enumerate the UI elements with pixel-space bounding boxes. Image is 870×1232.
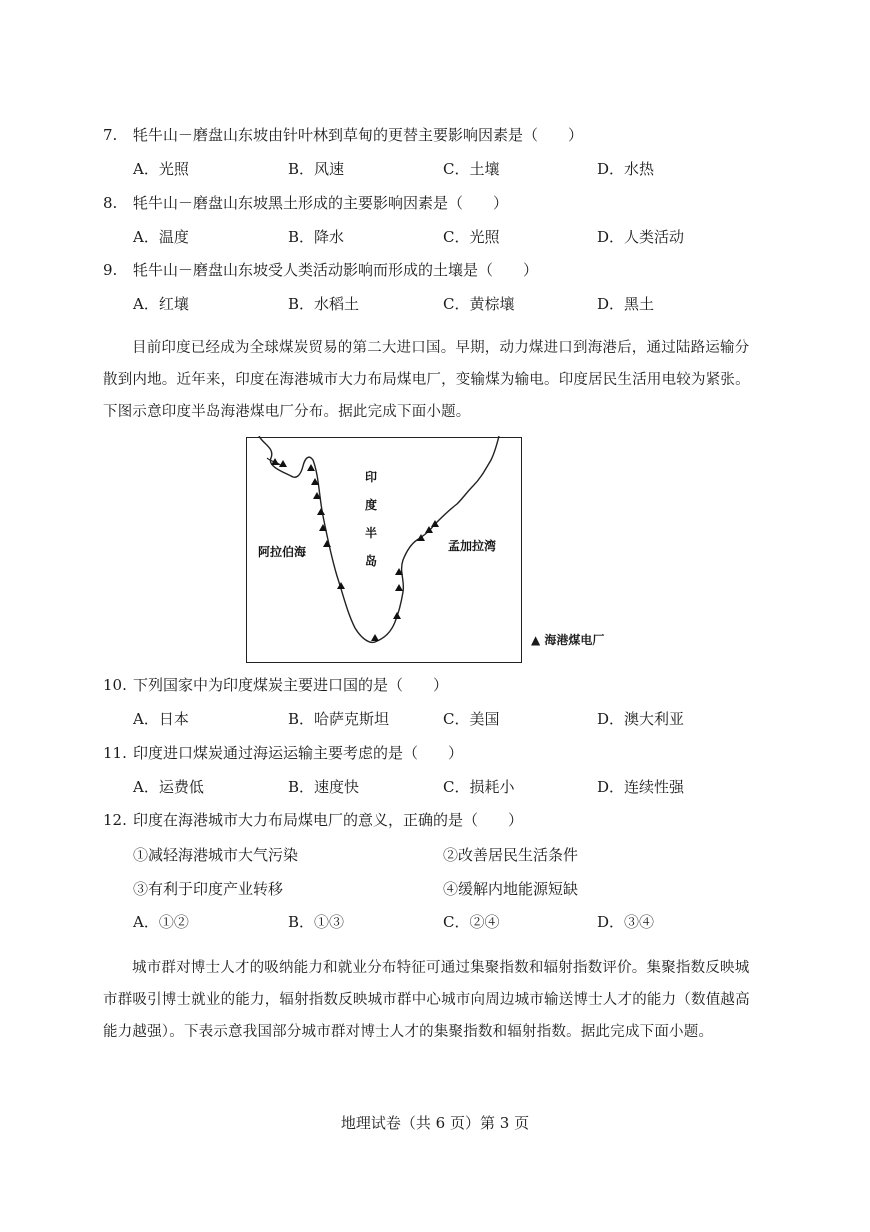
option-c[interactable]: C．土壤: [443, 160, 500, 178]
option-c[interactable]: C．美国: [443, 710, 500, 728]
option-a[interactable]: A．温度: [133, 228, 189, 246]
option-a[interactable]: A．运费低: [133, 778, 204, 796]
page-footer: 地理试卷（共 6 页）第 3 页: [340, 1114, 530, 1132]
plant-marker: [317, 508, 325, 515]
question-12: [103, 811, 524, 829]
plant-marker: [393, 612, 401, 619]
question-text: 牦牛山－磨盘山东坡黑土形成的主要影响因素是（ ）: [133, 194, 509, 212]
plant-marker: [371, 634, 379, 641]
statement-4: ④缓解内地能源短缺: [443, 880, 579, 898]
option-a[interactable]: A．①②: [133, 913, 189, 931]
plant-marker: [307, 464, 315, 471]
question-number: 12.: [103, 811, 127, 829]
peninsula-label-char: 度: [365, 498, 378, 512]
option-b[interactable]: B．风速: [288, 160, 345, 178]
question-text: 牦牛山－磨盘山东坡由针叶林到草甸的更替主要影响因素是（ ）: [133, 126, 584, 144]
question-11: [103, 744, 464, 762]
option-a[interactable]: A．日本: [133, 710, 189, 728]
plant-marker: [337, 582, 345, 589]
statement-3: ③有利于印度产业转移: [133, 880, 284, 898]
india-peninsula-map: [246, 437, 522, 663]
plant-marker: [323, 540, 331, 547]
question-number: 7.: [103, 126, 118, 144]
question-text: 牦牛山－磨盘山东坡受人类活动影响而形成的土壤是（ ）: [133, 261, 539, 279]
option-d[interactable]: D．人类活动: [597, 228, 685, 246]
bay-of-bengal-label: 孟加拉湾: [448, 539, 497, 553]
option-c[interactable]: C．②④: [443, 913, 500, 931]
reading-passage-1: 目前印度已经成为全球煤炭贸易的第二大进口国。早期，动力煤进口到海港后，通过陆路运输分散到内地。近年来，印度在海港城市大力布局煤电厂，变输煤为输电。印度居民生活用电较为紧张。下图示意印度半岛海港煤电厂分布。据此完成下面小题。: [103, 340, 750, 420]
option-b[interactable]: B．①③: [288, 913, 345, 931]
plant-marker: [395, 584, 403, 591]
plant-marker: [279, 460, 287, 467]
option-d[interactable]: D．黑土: [597, 295, 655, 313]
question-text: 印度进口煤炭通过海运运输主要考虑的是（ ）: [133, 744, 464, 762]
peninsula-label-char: 半: [365, 526, 378, 540]
question-number: 10.: [103, 676, 127, 694]
option-a[interactable]: A．红壤: [133, 295, 189, 313]
option-b[interactable]: B．速度快: [288, 778, 360, 796]
question-number: 9.: [103, 261, 118, 279]
question-text: 下列国家中为印度煤炭主要进口国的是（ ）: [133, 676, 449, 694]
question-10: [103, 676, 449, 694]
option-b[interactable]: B．降水: [288, 228, 345, 246]
question-8: [103, 194, 509, 212]
legend-triangle-icon: ▲: [531, 633, 541, 647]
option-c[interactable]: C．黄棕壤: [443, 295, 515, 313]
peninsula-label-char: 印: [365, 470, 378, 484]
option-d[interactable]: D．水热: [597, 160, 655, 178]
map-legend: [531, 631, 604, 648]
reading-passage-2: 城市群对博士人才的吸纳能力和就业分布特征可通过集聚指数和辐射指数评价。集聚指数反映城市群吸引博士就业的能力，辐射指数反映城市群中心城市向周边城市输送博士人才的能力（数值越高能力越强）。下表示意我国部分城市群对博士人才的集聚指数和辐射指数。据此完成下面小题。: [103, 960, 750, 1040]
question-number: 8.: [103, 194, 118, 212]
option-d[interactable]: D．连续性强: [597, 778, 685, 796]
statement-1: ①减轻海港城市大气污染: [133, 846, 299, 864]
option-b[interactable]: B．哈萨克斯坦: [288, 710, 390, 728]
option-c[interactable]: C．损耗小: [443, 778, 515, 796]
option-a[interactable]: A．光照: [133, 160, 189, 178]
option-b[interactable]: B．水稻土: [288, 295, 360, 313]
question-number: 11.: [103, 744, 127, 762]
question-7: [103, 126, 584, 144]
option-d[interactable]: D．③④: [597, 913, 655, 931]
option-c[interactable]: C．光照: [443, 228, 500, 246]
question-text: 印度在海港城市大力布局煤电厂的意义，正确的是（ ）: [133, 811, 524, 829]
option-d[interactable]: D．澳大利亚: [597, 710, 685, 728]
legend-text: 海港煤电厂: [544, 633, 605, 647]
question-9: [103, 261, 539, 279]
peninsula-label-char: 岛: [365, 554, 378, 568]
arabian-sea-label: 阿拉伯海: [258, 545, 307, 559]
statement-2: ②改善居民生活条件: [443, 846, 579, 864]
